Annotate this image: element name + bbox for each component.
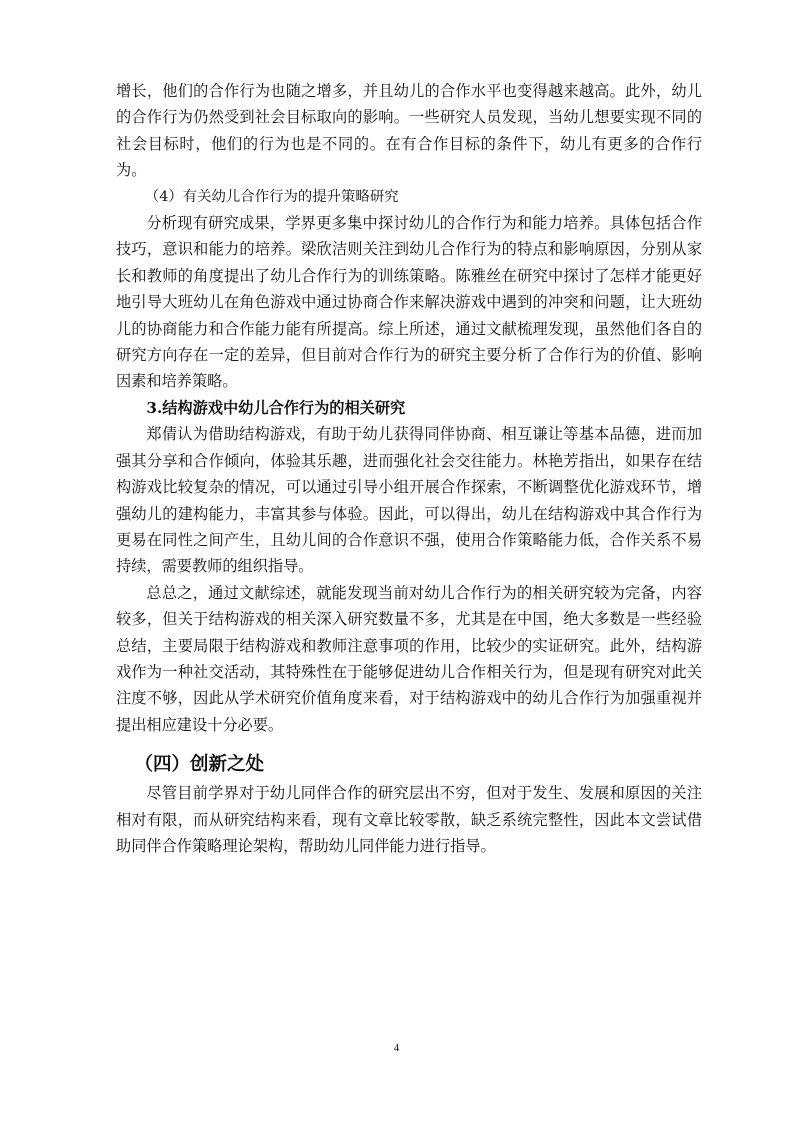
heading-structural-game-research: 3.结构游戏中幼儿合作行为的相关研究 [146,398,406,417]
paragraph-summary: 总总之，通过文献综述，就能发现当前对幼儿合作行为的相关研究较为完备，内容较多，但关于结构游戏的相关深入研究数量不多，尤其是在中国，绝大多数是一些经验总结，主要局限于结构游戏和教师注意事项的作用，比较少的实证研究。此外，结构游戏作为一种社交活动，其特殊性在于能够促进幼儿合作相关行为，但是现有研究对此关注度不够，因此从学术研究价值角度来看，对于结构游戏中的幼儿合作行为加强重视并提出相应建设十分必要。 [116,583,702,734]
page-number: 4 [393,1042,400,1054]
paragraph-strategy-research: 分析现有研究成果，学界更多集中探讨幼儿的合作行为和能力培养。具体包括合作技巧，意识和能力的培养。梁欣洁则关注到幼儿合作行为的特点和影响原因，分别从家长和教师的角度提出了幼儿合作行为的训练策略。陈雅丝在研究中探讨了怎样才能更好地引导大班幼儿在角色游戏中通过协商合作来解决游戏中遇到的冲突和问题，让大班幼儿的协商能力和合作能力能有所提高。综上所述，通过文献梳理发现，虽然他们各自的研究方向存在一定的差异，但目前对合作行为的研究主要分析了合作行为的价值、影响因素和培养策略。 [116,214,702,391]
subheading-strategy-research: （4）有关幼儿合作行为的提升策略研究 [144,188,399,205]
paragraph-innovation: 尽管目前学界对于幼儿同伴合作的研究层出不穷，但对于发生、发展和原因的关注相对有限，而从研究结构来看，现有文章比较零散，缺乏系统完整性，因此本文尝试借助同伴合作策略理论架构，帮助幼儿同伴能力进行指导。 [116,784,702,855]
paragraph-continuation: 增长，他们的合作行为也随之增多，并且幼儿的合作水平也变得越来越高。此外，幼儿的合作行为仍然受到社会目标取向的影响。一些研究人员发现，当幼儿想要实现不同的社会目标时，他们的行为也是不同的。在有合作目标的条件下，幼儿有更多的合作行为。 [116,82,702,180]
section-heading-innovation: （四）创新之处 [134,754,265,776]
page-body [116,78,702,859]
paragraph-structural-game: 郑倩认为借助结构游戏，有助于幼儿获得同伴协商、相互谦让等基本品德，进而加强其分享和合作倾向，体验其乐趣，进而强化社会交往能力。林艳芳指出，如果存在结构游戏比较复杂的情况，可以通过引导小组开展合作探索，不断调整优化游戏环节，增强幼儿的建构能力，丰富其参与体验。因此，可以得出，幼儿在结构游戏中其合作行为更易在同性之间产生，且幼儿间的合作意识不强，使用合作策略能力低，合作关系不易持续，需要教师的组织指导。 [116,425,702,576]
